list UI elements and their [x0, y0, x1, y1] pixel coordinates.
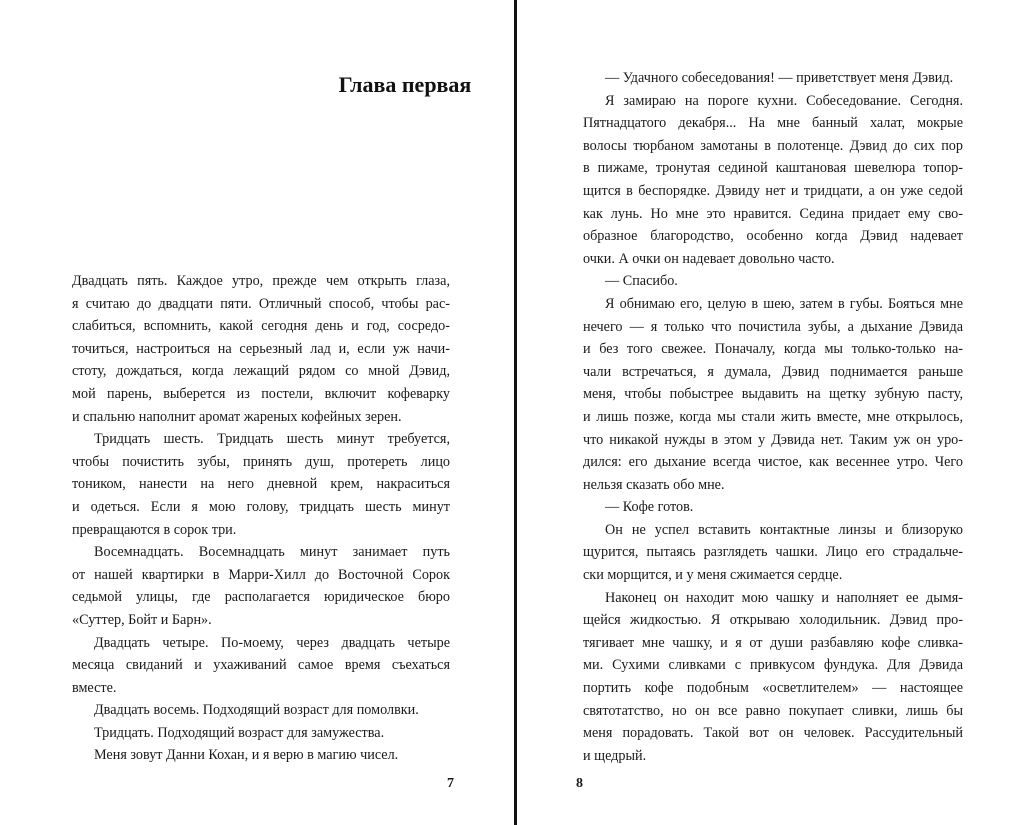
page-gutter-divider [514, 0, 517, 825]
text-line: ски морщится, и у меня сжимается сердце. [583, 567, 843, 584]
text-line: щурится, пытаясь разглядеть чашки. Лицо его страдальче- [583, 544, 963, 561]
text-line: чали встречаться, я думала, Дэвид поднимается раньше [583, 363, 963, 380]
text-line: очки. А очки он надевает довольно часто. [583, 250, 835, 267]
text-line: седьмой улицы, где располагается юридическое бюро [72, 589, 450, 606]
paragraph [72, 699, 450, 722]
text-line: меня порадовать. Такой вот он человек. Рассудительный [583, 725, 963, 742]
text-line: нечего — я только что почистила зубы, а дыхание Дэвида [583, 318, 963, 335]
text-line: я считаю до двадцати пяти. Отличный способ, чтобы рас- [72, 295, 450, 312]
paragraph [72, 722, 450, 745]
text-line: дился: его дыхание всегда чистое, как весеннее утро. Чего [583, 454, 963, 471]
paragraph [583, 67, 963, 90]
text-line: и одеться. Если я мою голову, тридцать шесть минут [72, 498, 450, 515]
text-line: Тридцать. Подходящий возраст для замужества. [94, 724, 385, 741]
text-line: Двадцать четыре. По-моему, через двадцать четыре [94, 634, 450, 651]
paragraph [583, 496, 963, 519]
text-line: Восемнадцать. Восемнадцать минут занимает путь [94, 544, 450, 561]
text-line: как лунь. Но мне это нравится. Седина придает ему сво- [583, 205, 963, 222]
text-line: и щедрый. [583, 747, 647, 764]
text-line: образное благородство, особенно когда Дэвид надевает [583, 228, 963, 245]
text-line: Двадцать пять. Каждое утро, прежде чем открыть глаза, [72, 273, 450, 289]
text-line: Двадцать восемь. Подходящий возраст для помолвки. [94, 702, 419, 719]
text-line: меня, чтобы побыстрее выдавить на щетку зубную пасту, [583, 386, 963, 403]
text-line: щейся жидкостью. Я открываю холодильник. Дэвид про- [583, 612, 963, 629]
text-line: святотатство, но он все равно покупает сливки, лишь бы [583, 702, 963, 719]
chapter-title: Глава первая [338, 72, 472, 97]
text-line: вместе. [72, 679, 117, 696]
text-line: слабиться, вспомнить, какой сегодня день и год, сосредо- [72, 318, 450, 335]
text-line: мой парень, выберется из постели, включит кофеварку [72, 385, 450, 402]
text-line: Он не успел вставить контактные линзы и близоруко [605, 521, 963, 538]
text-line: чтобы почистить зубы, принять душ, протереть лицо [72, 453, 450, 470]
text-line: щится в беспорядке. Дэвиду нет и тридцати, а он уже седой [583, 182, 963, 199]
text-line: волосы тюрбаном замотаны в полотенце. Дэвид до сих пор [583, 137, 963, 154]
paragraph [72, 428, 450, 541]
text-line: и спальню наполнит аромат жареных кофейных зерен. [72, 408, 402, 425]
text-line: — Удачного собеседования! — приветствует меня Дэвид. [605, 70, 954, 86]
page-number-left: 7 [447, 776, 454, 791]
text-line: Меня зовут Данни Кохан, и я верю в магию чисел. [94, 747, 399, 764]
paragraph [72, 541, 450, 631]
paragraph [72, 744, 450, 767]
text-line: и без того свежее. Поначалу, когда мы только-только на- [583, 341, 963, 358]
paragraph [583, 519, 963, 587]
text-line: тоником, нанести на него дневной крем, накраситься [72, 476, 450, 493]
text-line: Я замираю на пороге кухни. Собеседование. Сегодня. [605, 92, 963, 109]
text-line: Наконец он находит мою чашку и наполняет ее дымя- [605, 589, 963, 606]
page-number-right: 8 [576, 776, 583, 791]
text-line: от нашей квартирки в Марри-Хилл до Восточной Сорок [72, 566, 450, 583]
paragraph [583, 270, 963, 293]
text-line: месяца свиданий и ухаживаний самое время съехаться [72, 657, 450, 674]
text-line: Пятнадцатого декабря... На мне банный халат, мокрые [583, 115, 963, 132]
text-line: нельзя сказать обо мне. [583, 476, 725, 493]
paragraph [72, 270, 450, 428]
text-line: и лишь позже, когда мы стали жить вместе, мне открылось, [583, 408, 963, 425]
text-line: — Кофе готов. [605, 499, 694, 516]
paragraph [72, 632, 450, 700]
text-line: ми. Сухими сливками с привкусом фундука. Для Дэвида [583, 657, 963, 674]
text-line: превращаются в сорок три. [72, 521, 237, 538]
right-page-body [583, 67, 963, 767]
text-line: в пижаме, тронутая сединой каштановая шевелюра топор- [583, 160, 963, 177]
text-line: что никакой нужды в этом у Дэвида нет. Таким уж он уро- [583, 431, 963, 448]
left-page-body [72, 270, 450, 767]
text-line: Тридцать шесть. Тридцать шесть минут требуется, [94, 431, 450, 448]
text-line: — Спасибо. [605, 273, 678, 290]
text-line: точиться, настроиться на серьезный лад и, если уж начи- [72, 340, 450, 357]
text-line: «Суттер, Бойт и Барн». [72, 611, 212, 628]
text-line: портить кофе подобным «осветлителем» — настоящее [583, 680, 963, 697]
text-line: стоту, дождаться, когда лежащий рядом со мной Дэвид, [72, 363, 450, 380]
text-line: Я обнимаю его, целую в шею, затем в губы. Бояться мне [605, 295, 963, 312]
paragraph [583, 90, 963, 271]
text-line: тягивает мне чашку, и я от души разбавляю кофе сливка- [583, 634, 963, 651]
paragraph [583, 293, 963, 496]
paragraph [583, 587, 963, 768]
